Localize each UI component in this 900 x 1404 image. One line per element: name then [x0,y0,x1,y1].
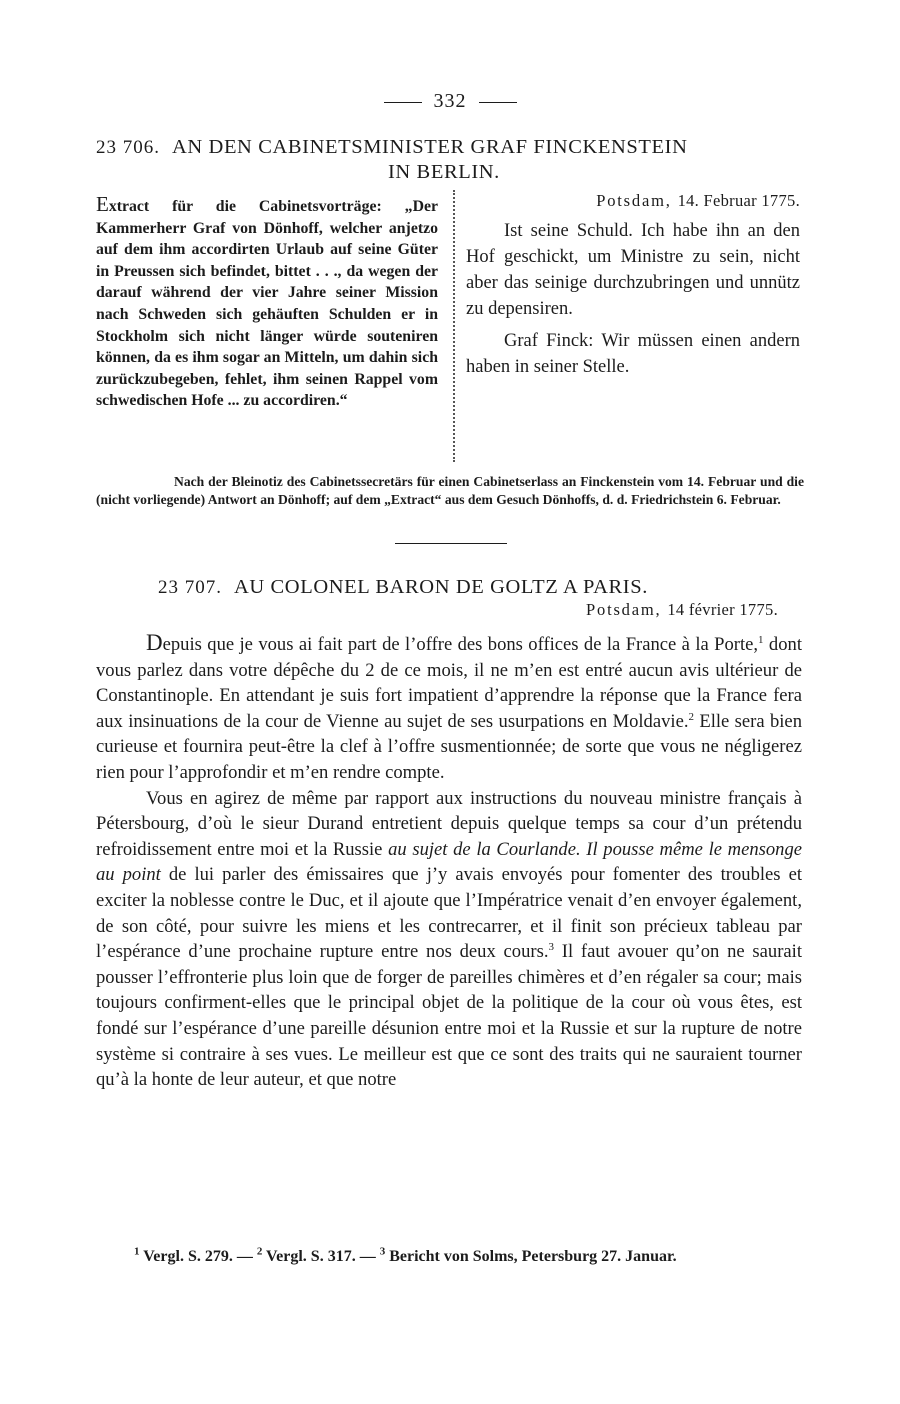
page-number [0,90,900,113]
letter2-p1-part-b: dont vous parlez dans votre dépêche du 2 de ce mois, il ne m’en est entré aucun avis ultérieur de Constantinople. En attendant je suis fort impatient d’apprendre la réponse que la France fera aux insinuations de la cour de Vienne au sujet de ses usurpations en Moldavie. [96,634,802,732]
letter1-title-line1: AN DEN CABINETSMINISTER GRAF FINCKENSTEIN [172,136,688,158]
footnote-text-1: Vergl. S. 279. — [139,1248,257,1265]
letter1-dateline-place: Potsdam, [596,191,672,210]
letter2-p2-part-a: Vous en agirez de même par rapport aux instructions du nouveau ministre français à Pétersbourg, d’où le sieur Durand entretient depuis quelque temps sa cour d’un prétendu refroidissement entre moi et la Russie [96,787,802,860]
letter1-dateline-date: 14. Februar 1775. [677,191,800,210]
page-number-text: 332 [433,90,467,112]
extract-initial: E [96,192,109,216]
letter2-dateline-date: 14 février 1775. [667,600,778,619]
letter2-number: 23 707. [158,577,222,598]
letter2-paragraph-1 [96,630,802,786]
letter2-p2-part-c: Il faut avouer qu’on ne saurait pousser l’effronterie plus loin que de forger de pareilles chimères et d’en régaler sa cour; mais toujours confirment-elles que le principal objet de la politique de la cour où vous êtes, est fondé sur l’espérance d’une pareille désunion entre moi et la Russie et sur la rupture de notre système si contraire à ses vues. Le meilleur est que ce sont des traits qui ne sauraient tourner qu’à la honte de leur auteur, et que notre [96,941,802,1091]
column-divider [453,190,455,462]
reply-paragraph-2: Graf Finck: Wir müssen einen andern haben in seiner Stelle. [466,331,800,377]
letter1-dateline [466,188,800,214]
footnote-marker-3: 3 [379,1245,386,1258]
reply-paragraph-1: Ist seine Schuld. Ich habe ihn an den Hof geschickt, um Ministre zu sein, nicht aber das seinige durchzubringen und unnütz zu depensiren. [466,221,800,319]
letter2-p1-part-c: Elle sera bien curieuse et fournira peut-être la clef à l’offre susmentionnée; de sorte que vous ne négligerez rien pour l’approfondir et m’en rendre compte. [96,710,802,783]
letter2-title: AU COLONEL BARON DE GOLTZ A PARIS. [234,576,648,598]
letter1-heading [96,136,687,159]
footnote-text-3: Bericht von Solms, Petersburg 27. Januar. [385,1248,677,1265]
editorial-note: Nach der Bleinotiz des Cabinetssecretärs für einen Cabinetserlass an Finckenstein vom 14. Februar und die (nicht vorliegende) Antwort an Dönhoff; auf dem „Extract“ aus dem Gesuch Dönhoffs, d. d. Friedrichstein 6. Februar. [96,474,804,507]
letter2-dateline-place: Potsdam, [586,600,662,619]
letter1-title-line2: IN BERLIN. [388,161,500,183]
page-number-dash-right [479,102,517,103]
footnote-ref-1: 1 [758,633,764,646]
letter2-p2-part-b: de lui parler des émissaires que j’y avais envoyés pour fomenter des troubles et exciter la noblesse contre le Duc, et il ajoute que l’Impératrice venait d’en envoyer également, de son côté, pour suivre les miens et les contrecarrer, et il finit son précieux tableau par l’espérance d’une prochaine rupture entre nos deux cours. [96,864,802,963]
letter2-p1-part-a: epuis que je vous ai fait part de l’offre des bons offices de la France à la Porte, [162,634,759,655]
footnote-marker-1: 1 [134,1245,140,1258]
letter2-heading [158,576,648,599]
footnote-ref-3: 3 [548,940,554,953]
letter2-initial: D [146,630,163,655]
footnote-ref-2: 2 [688,710,694,723]
letter2-dateline [586,600,778,620]
reply-block [466,188,800,386]
letter1-heading-line2 [388,161,500,184]
footnote-text-2: Vergl. S. 317. — [262,1248,380,1265]
letter2-paragraph-2 [96,786,802,1093]
extract-text: xtract für die Cabinetsvorträge: „Der Kammerherr Graf von Dönhoff, welcher anjetzo auf dem ihm accordirten Urlaub auf seine Güter in Preussen sich befindet, bittet . . ., da wegen der darauf während der vier Jahre seiner Mission nach Schweden sich gehäuften Schulden er in Stockholm sich nicht länger würde souteniren können, da es ihm sogar an Mitteln, um dahin sich zurückzubegeben, fehlet, ihm seinen Rappel vom schwedischen Hofe ... zu accordiren.“ [96,198,438,410]
letter2-body [96,630,802,1093]
footnotes [96,1246,802,1268]
extract-text-block [96,194,438,412]
footnote-marker-2: 2 [256,1245,263,1258]
letter2-p2-italic: au sujet de la Courlande. Il pousse même le mensonge au point [96,838,802,886]
letter1-number: 23 706. [96,137,160,158]
page-number-dash-left [384,102,422,103]
section-rule [395,543,507,544]
